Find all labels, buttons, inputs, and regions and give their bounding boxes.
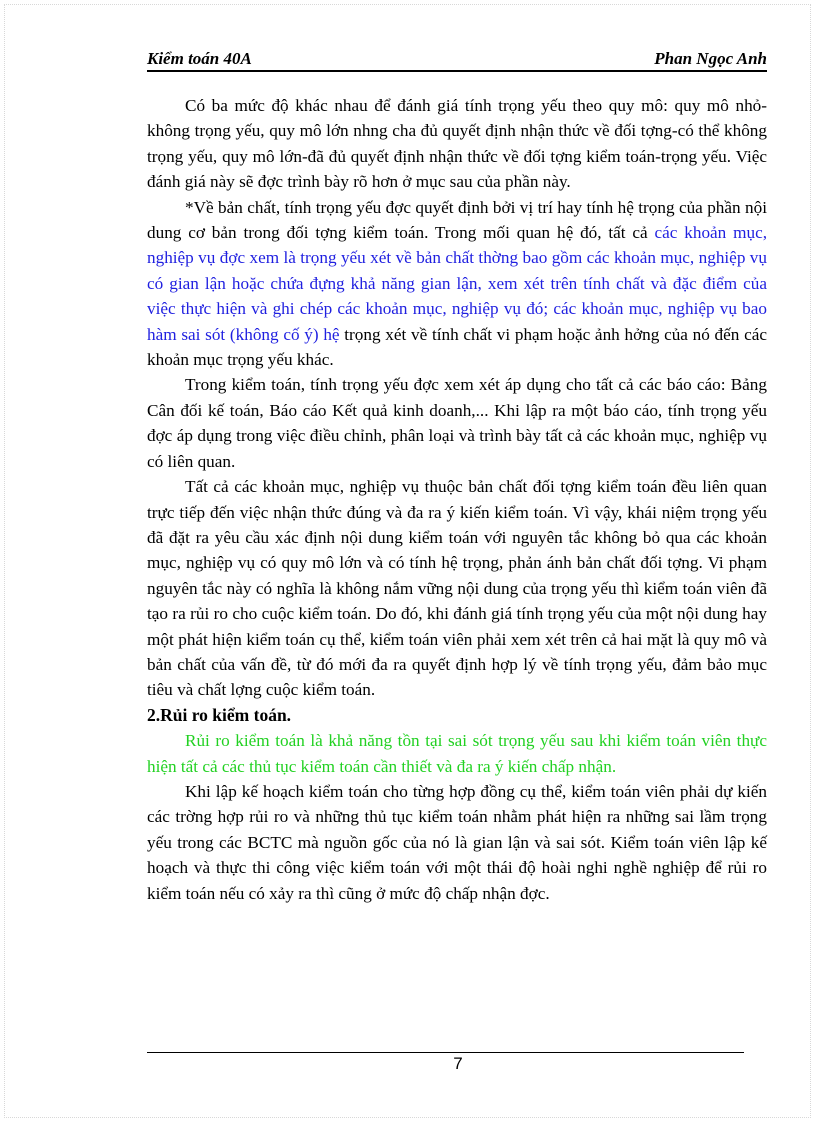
paragraph-application: Trong kiểm toán, tính trọng yếu đợc xem xét áp dụng cho tất cả các báo cáo: Bảng Cân đối kế toán, Báo cáo Kết quả kinh doanh,... Khi lập ra một báo cáo, tính trọng yếu đợc áp dụng trong việc điều chỉnh, phân loại và trình bày tất cả các khoản mục, nghiệp vụ có liên quan. (147, 375, 767, 471)
paragraph-nature-tail: trọng xét về tính chất vi phạm hoặc ảnh hởng của nó đến các khoản mục trọng yếu khác. (147, 324, 767, 370)
paragraph-audit-planning: Khi lập kế hoạch kiểm toán cho từng hợp đồng cụ thể, kiểm toán viên phải dự kiến các trờng hợp rủi ro và những thủ tục kiểm toán nhằm phát hiện ra những sai lầm trọng yếu trong các BCTC mà nguồn gốc của nó là gian lận và sai sót. Kiểm toán viên lập kế hoạch và thực thi công việc kiểm toán với một thái độ hoài nghi nghề nghiệp để rủi ro kiểm toán nếu có xảy ra thì cũng ở mức độ chấp nhận đợc. (147, 781, 767, 903)
header-author: Phan Ngọc Anh (654, 49, 767, 68)
section-heading-audit-risk: 2.Rủi ro kiểm toán. (147, 704, 292, 725)
document-body (147, 93, 767, 906)
footer-divider (147, 1052, 744, 1053)
header-course: Kiểm toán 40A (147, 49, 252, 68)
page-header (147, 46, 767, 72)
highlighted-text-blue: các khoản mục, nghiệp vụ đợc xem là trọng yếu xét về bản chất thờng bao gồm các khoản mục, nghiệp vụ có gian lận hoặc chứa đựng khả năng gian lận, xem xét trên tính chất và đặc điểm của việc thực hiện và ghi chép các khoản mục, nghiệp vụ đó; các khoản mục, nghiệp vụ bao hàm sai sót (không cố ý) hệ (147, 223, 768, 344)
paragraph-nature-materiality (147, 195, 767, 373)
paragraph-audit-principle: Tất cả các khoản mục, nghiệp vụ thuộc bản chất đối tợng kiểm toán đều liên quan trực tiếp đến việc nhận thức đúng và đa ra ý kiến kiểm toán. Vì vậy, khái niệm trọng yếu đã đặt ra yêu cầu xác định nội dung kiểm toán với nguyên tắc không bỏ qua các khoản mục, nghiệp vụ có quy mô lớn và có tính hệ trọng, phản ánh bản chất đối tợng. Vi phạm nguyên tắc này có nghĩa là không nắm vững nội dung của trọng yếu thì kiểm toán viên đã tạo ra rủi ro cho cuộc kiểm toán. Do đó, khi đánh giá tính trọng yếu của một nội dung hay một phát hiện kiểm toán cụ thể, kiểm toán viên phải xem xét trên cả hai mặt là quy mô và bản chất của vấn đề, từ đó mới đa ra quyết định hợp lý về tính trọng yếu, đảm bảo mục tiêu và chất lợng cuộc kiểm toán. (147, 477, 767, 700)
highlighted-text-green: Rủi ro kiểm toán là khả năng tồn tại sai sót trọng yếu sau khi kiểm toán viên thực hiện tất cả các thủ tục kiểm toán cần thiết và đa ra ý kiến chấp nhận. (147, 731, 767, 776)
paragraph-scale-levels: Có ba mức độ khác nhau để đánh giá tính trọng yếu theo quy mô: quy mô nhỏ-không trọng yếu, quy mô lớn nhng cha đủ quyết định nhận thức về đối tợng-có thể không trọng yếu, quy mô lớn-đã đủ quyết định nhận thức về đối tợng kiểm toán-trọng yếu. Việc đánh giá này sẽ đợc trình bày rõ hơn ở mục sau của phần này. (147, 96, 767, 192)
paragraph-nature-intro: *Về bản chất, tính trọng yếu đợc quyết định bởi vị trí hay tính hệ trọng của phần nội dung cơ bản trong đối tợng kiểm toán. Trong mối quan hệ đó, tất cả (147, 197, 767, 243)
page-number: 7 (453, 1054, 463, 1073)
